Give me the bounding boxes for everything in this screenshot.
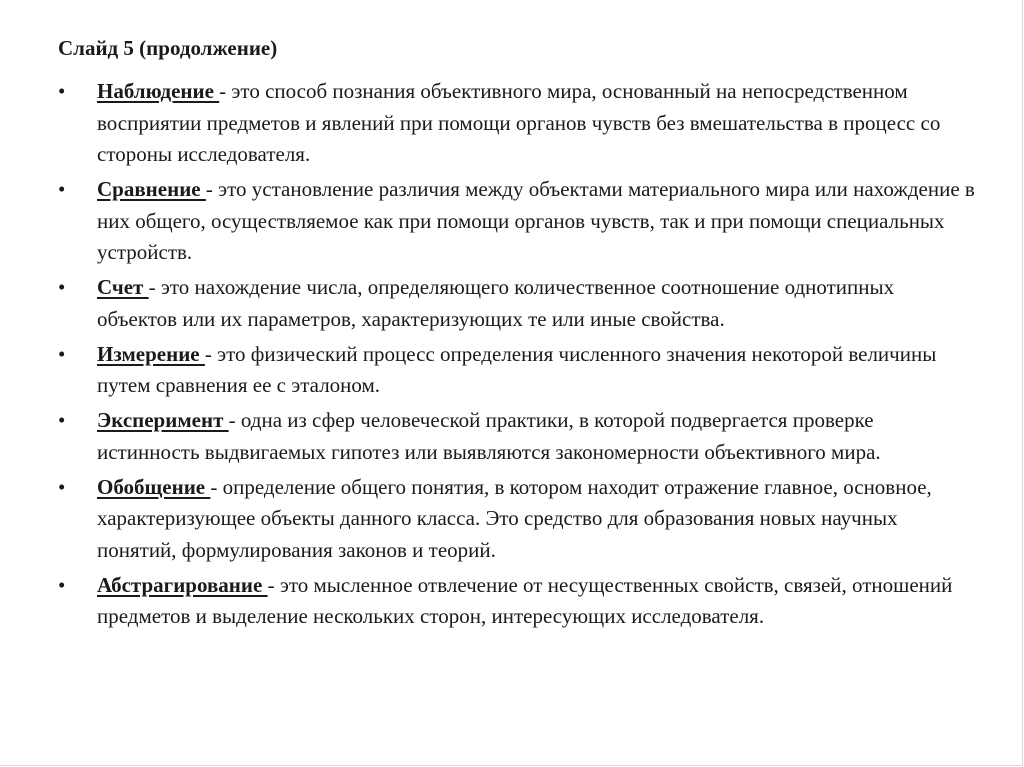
term-label: Наблюдение <box>97 79 220 103</box>
bullet-item-experiment <box>58 405 978 468</box>
bullet-item-measurement <box>58 339 978 402</box>
definition-text: - это физический процесс определения численного значения некоторой величины путем сравнения ее с эталоном. <box>97 341 937 397</box>
slide-title: Слайд 5 (продолжение) <box>58 36 278 60</box>
bullet-item-comparison <box>58 174 978 269</box>
term-label: Обобщение <box>97 474 211 499</box>
definition-text: - это способ познания объективного мира, основанный на непосредственном восприятии предметов и явлений при помощи органов чувств без вмешательства в процесс со стороны исследователя. <box>97 79 941 166</box>
bullet-item-observation <box>58 76 978 171</box>
bullet-dot-icon: • <box>58 275 66 299</box>
bullet-item-abstraction <box>58 570 978 633</box>
bullet-dot-icon: • <box>58 341 66 366</box>
bullet-item-counting <box>58 272 978 335</box>
bullet-dot-icon: • <box>58 79 66 103</box>
bullet-item-generalization <box>58 472 978 567</box>
definition-text: - это нахождение числа, определяющего количественное соотношение однотипных объектов или их параметров, характеризующих те или иные свойства. <box>97 275 895 331</box>
bullet-dot-icon: • <box>58 177 66 201</box>
bullet-dot-icon: • <box>58 408 66 432</box>
bullet-dot-icon: • <box>58 474 66 499</box>
term-label: Счет <box>97 275 149 299</box>
definition-text: - одна из сфер человеческой практики, в которой подвергается проверке истинность выдвигаемых гипотез или выявляются закономерности объективного мира. <box>97 408 881 464</box>
term-label: Сравнение <box>97 177 206 201</box>
definition-text: - определение общего понятия, в котором находит отражение главное, основное, характеризующее объекты данного класса. Это средство для образования новых научных понятий, формулирования законов и теорий. <box>97 474 932 562</box>
bullet-list <box>58 76 978 633</box>
term-label: Эксперимент <box>97 408 229 432</box>
term-label: Измерение <box>97 341 205 366</box>
definition-text: - это мысленное отвлечение от несущественных свойств, связей, отношений предметов и выделение нескольких сторон, интересующих исследователя. <box>97 572 953 628</box>
definition-text: - это установление различия между объектами материального мира или нахождение в них общего, осуществляемое как при помощи органов чувств, так и при помощи специальных устройств. <box>97 177 975 264</box>
slide-content <box>58 34 978 636</box>
term-label: Абстрагирование <box>97 572 268 597</box>
bullet-dot-icon: • <box>58 572 66 597</box>
